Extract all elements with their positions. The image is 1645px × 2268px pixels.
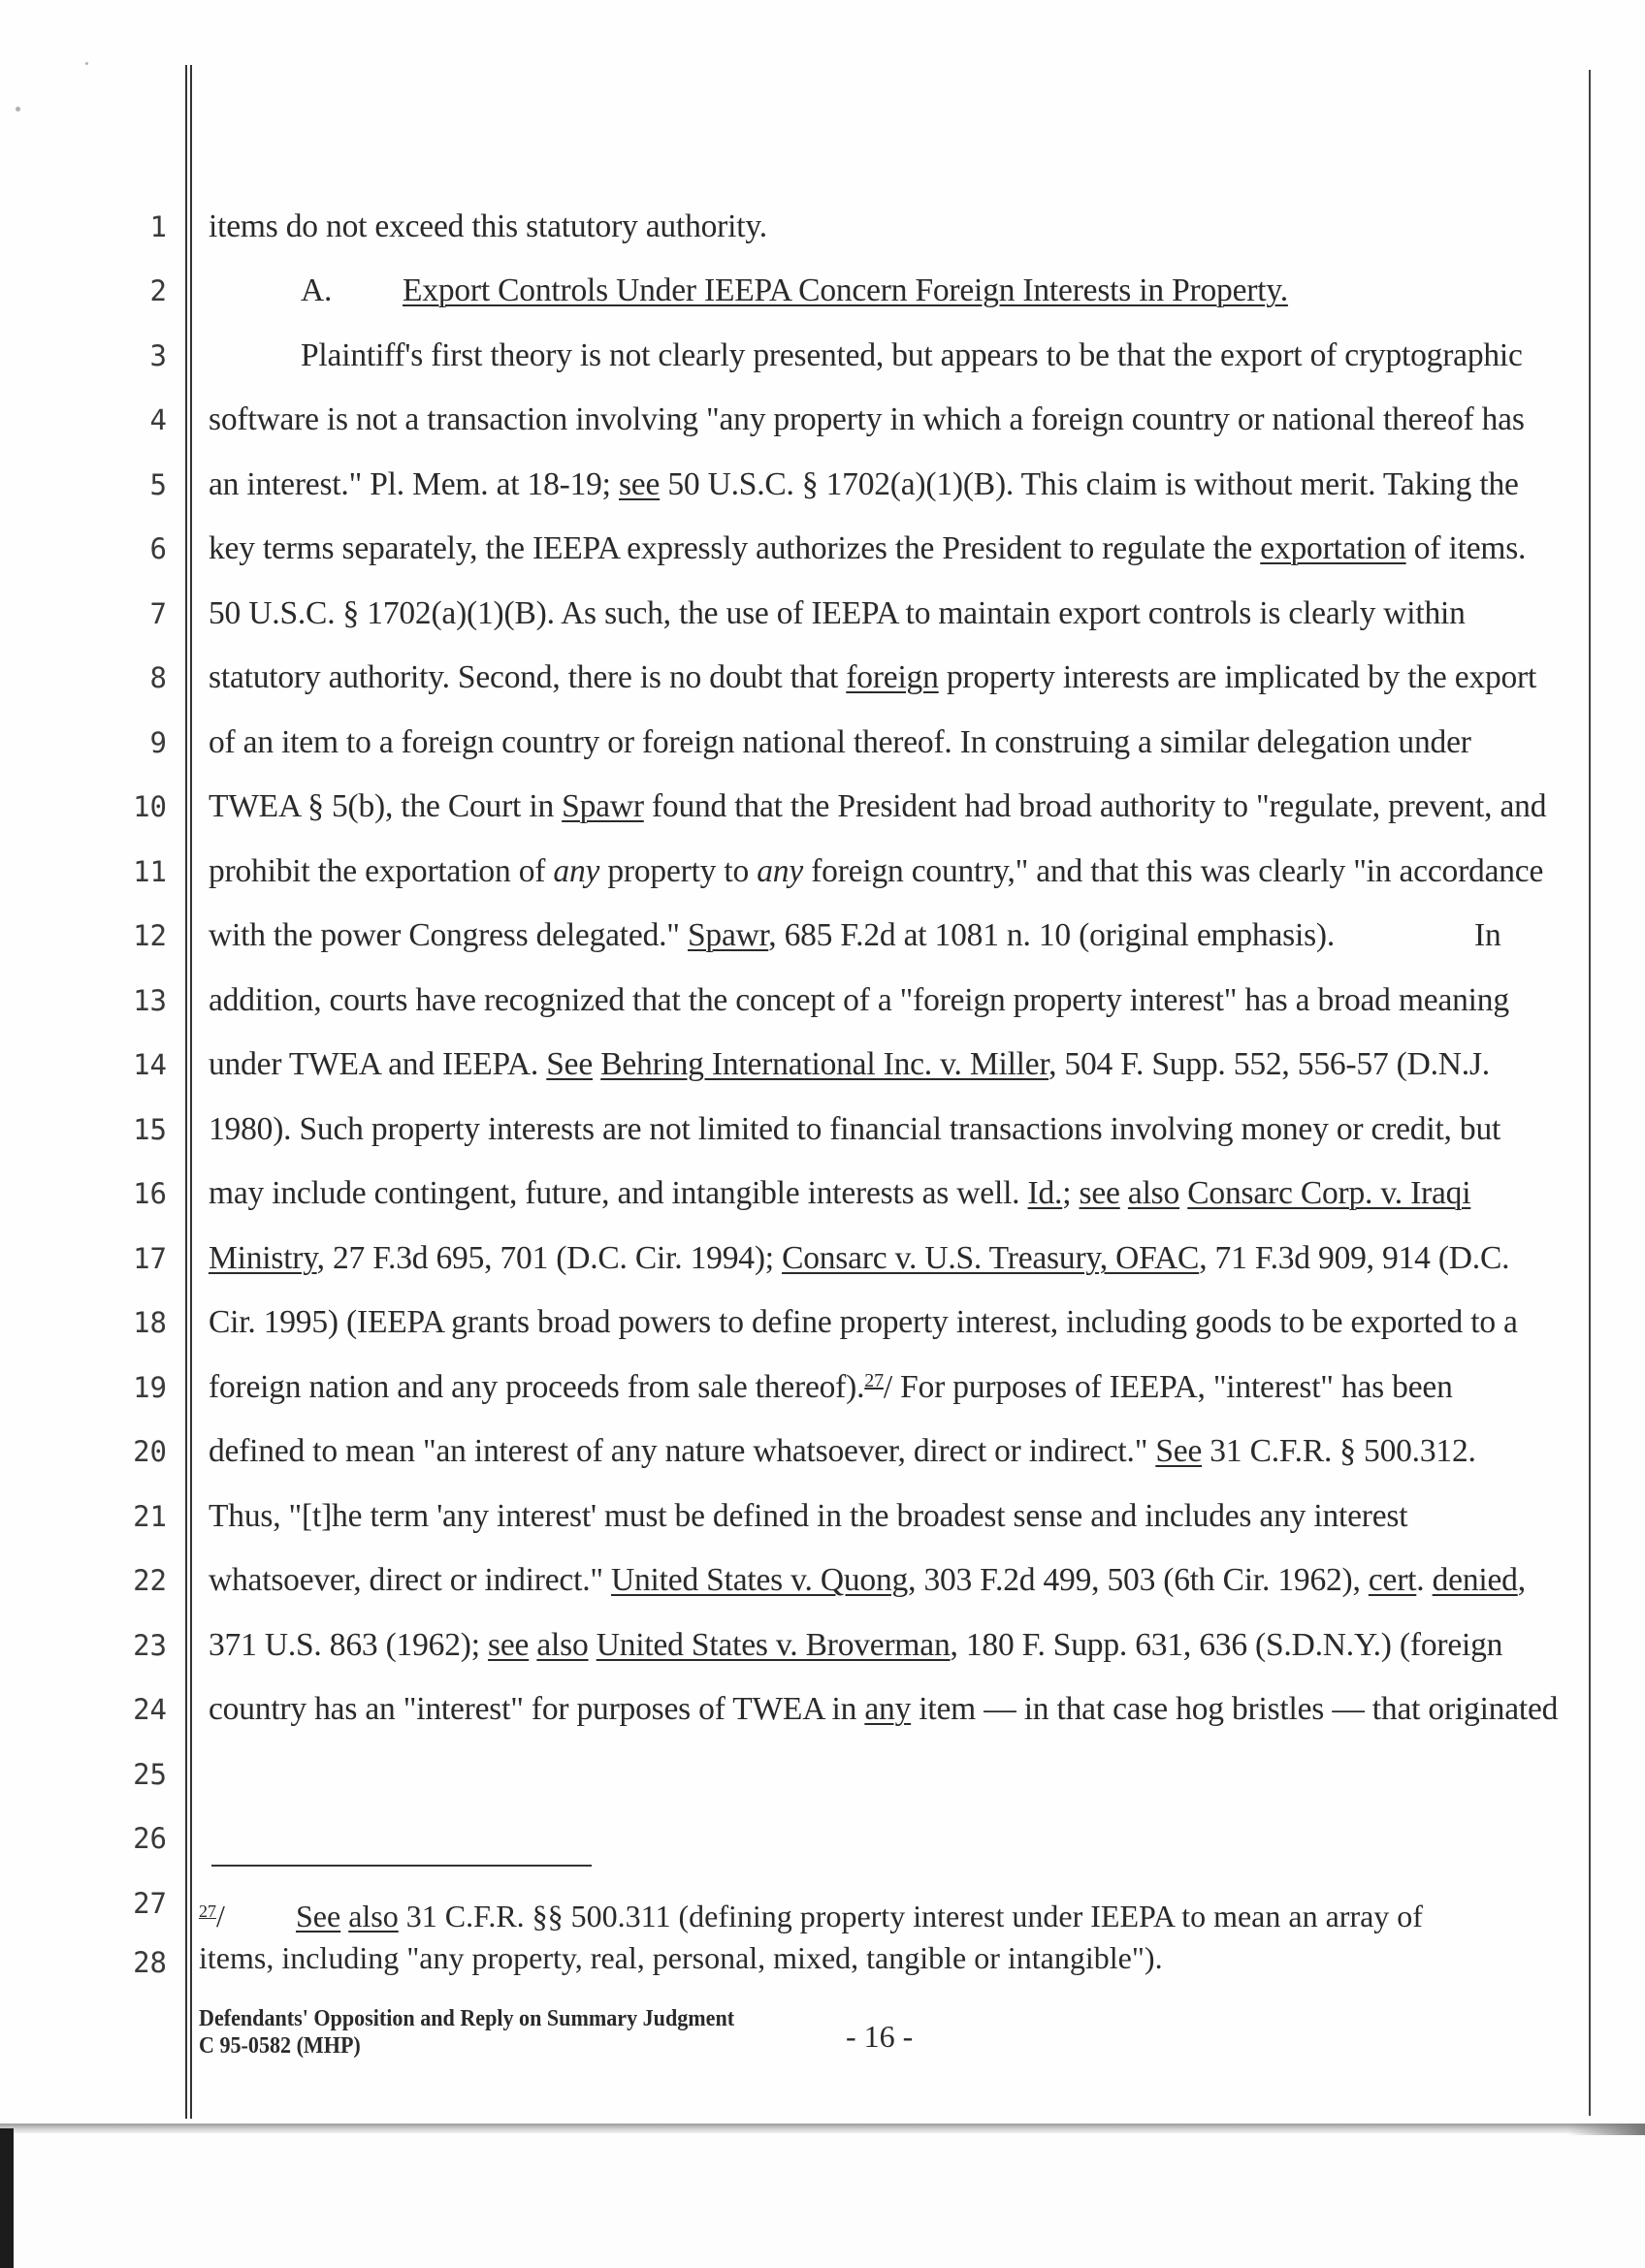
line-number: 26 [133, 1822, 167, 1855]
case-citation: United States v. Quong [611, 1562, 909, 1598]
left-margin-double-rule [185, 65, 192, 2119]
line-number: 12 [133, 919, 167, 952]
text-line: 50 U.S.C. § 1702(a)(1)(B). As such, the use of IEEPA to maintain export controls is clearly within [209, 595, 1466, 631]
text-line: of an item to a foreign country or foreign national thereof. In construing a similar delegation under [209, 724, 1471, 760]
text-line: country has an "interest" for purposes of TWEA in any item — in that case hog bristles — that originated [209, 1691, 1559, 1727]
text-line: key terms separately, the IEEPA expressly authorizes the President to regulate the exportation of items. [209, 530, 1527, 566]
text-line: an interest." Pl. Mem. at 18-19; see 50 U.S.C. § 1702(a)(1)(B). This claim is without merit. Taking the [209, 466, 1519, 502]
line-number: 27 [133, 1887, 167, 1920]
footer-document-title: Defendants' Opposition and Reply on Summary Judgment [199, 2006, 735, 2031]
line-number: 21 [133, 1500, 167, 1533]
case-citation: Ministry [209, 1240, 317, 1276]
line-number: 1 [149, 210, 167, 243]
line-number: 23 [133, 1629, 167, 1662]
scan-shadow [1567, 2124, 1645, 2135]
text-line: with the power Congress delegated." Spawr, 685 F.2d at 1081 n. 10 (original emphasis). In [209, 917, 1501, 953]
text-line: software is not a transaction involving "any property in which a foreign country or national thereof has [209, 401, 1525, 437]
text-line: under TWEA and IEEPA. See Behring International Inc. v. Miller, 504 F. Supp. 552, 556-57 (D.N.J. [209, 1046, 1490, 1082]
scan-speck [16, 107, 20, 112]
footnote-line: items, including "any property, real, personal, mixed, tangible or intangible"). [199, 1940, 1163, 1975]
line-number: 16 [133, 1177, 167, 1210]
section-title: Export Controls Under IEEPA Concern Foreign Interests in Property. [403, 272, 1288, 308]
footnote-line: $^{27}$/ See also 31 C.F.R. §§ 500.311 (defining property interest under IEEPA to mean an array of [199, 1899, 1423, 1933]
text-line: defined to mean "an interest of any nature whatsoever, direct or indirect." See 31 C.F.R. § 500.312. [209, 1433, 1476, 1469]
footnote-marker: 27 [199, 1901, 216, 1921]
line-number: 9 [149, 726, 167, 759]
text-line: items do not exceed this statutory authority. [209, 208, 767, 244]
footnote-separator [211, 1865, 592, 1867]
text-line: foreign nation and any proceeds from sale thereof).$^{27}$/ For purposes of IEEPA, "interest" has been [209, 1369, 1453, 1405]
line-number: 4 [149, 403, 167, 436]
line-number: 25 [133, 1758, 167, 1791]
line-number: 24 [133, 1693, 167, 1726]
case-citation: Consarc v. U.S. Treasury, OFAC [782, 1240, 1200, 1276]
right-margin-rule [1589, 70, 1591, 2116]
case-citation: Spawr [687, 917, 769, 953]
text-line: Cir. 1995) (IEEPA grants broad powers to define property interest, including goods to be exported to a [209, 1304, 1518, 1340]
line-number: 17 [133, 1242, 167, 1275]
line-number: 22 [133, 1564, 167, 1597]
text-line: TWEA § 5(b), the Court in Spawr found that the President had broad authority to "regulate, prevent, and [209, 788, 1547, 824]
scan-page-edge [0, 2124, 1645, 2133]
page-number: - 16 - [846, 2019, 914, 2054]
text-line: whatsoever, direct or indirect." United States v. Quong, 303 F.2d 499, 503 (6th Cir. 1962), cert. denied, [209, 1562, 1526, 1598]
line-number: 5 [149, 468, 167, 501]
line-number: 13 [133, 984, 167, 1017]
section-label: A. [301, 272, 333, 308]
text-line: 371 U.S. 863 (1962); see also United States v. Broverman, 180 F. Supp. 631, 636 (S.D.N.Y.) (foreign [209, 1627, 1503, 1663]
case-citation: Behring International Inc. v. Miller [600, 1046, 1049, 1082]
line-number: 8 [149, 661, 167, 694]
footer-case-number: C 95-0582 (MHP) [199, 2033, 361, 2059]
text-line: addition, courts have recognized that the concept of a "foreign property interest" has a broad meaning [209, 982, 1509, 1018]
line-number: 28 [133, 1946, 167, 1979]
line-number: 18 [133, 1306, 167, 1339]
line-number: 19 [133, 1371, 167, 1404]
case-citation: United States v. Broverman [596, 1627, 951, 1663]
text-line: Thus, "[t]he term 'any interest' must be defined in the broadest sense and includes any interest [209, 1498, 1408, 1534]
line-number: 11 [133, 855, 167, 888]
line-number: 10 [133, 790, 167, 823]
line-number: 20 [133, 1435, 167, 1468]
scan-speck [85, 62, 88, 65]
text-line: Plaintiff's first theory is not clearly presented, but appears to be that the export of cryptographic [301, 337, 1523, 373]
text-line: may include contingent, future, and intangible interests as well. Id.; see also Consarc Corp. v. Iraqi [209, 1175, 1471, 1211]
text-line: Ministry, 27 F.3d 695, 701 (D.C. Cir. 1994); Consarc v. U.S. Treasury, OFAC, 71 F.3d 909, 914 (D.C. [209, 1240, 1510, 1276]
case-citation: Consarc Corp. v. Iraqi [1187, 1175, 1471, 1211]
footnote-reference[interactable]: 27 [864, 1370, 884, 1391]
line-number: 2 [149, 274, 167, 307]
line-number: 6 [149, 532, 167, 565]
line-number: 15 [133, 1113, 167, 1146]
case-citation: Spawr [562, 788, 644, 824]
text-line: 1980). Such property interests are not limited to financial transactions involving money or credit, but [209, 1111, 1501, 1147]
text-line: prohibit the exportation of any property to any foreign country," and that this was clearly "in accordance [209, 853, 1544, 889]
line-number: 3 [149, 339, 167, 372]
text-line: statutory authority. Second, there is no doubt that foreign property interests are implicated by the export [209, 659, 1537, 695]
line-number: 14 [133, 1048, 167, 1081]
line-number: 7 [149, 597, 167, 630]
scan-shadow [0, 2128, 14, 2268]
